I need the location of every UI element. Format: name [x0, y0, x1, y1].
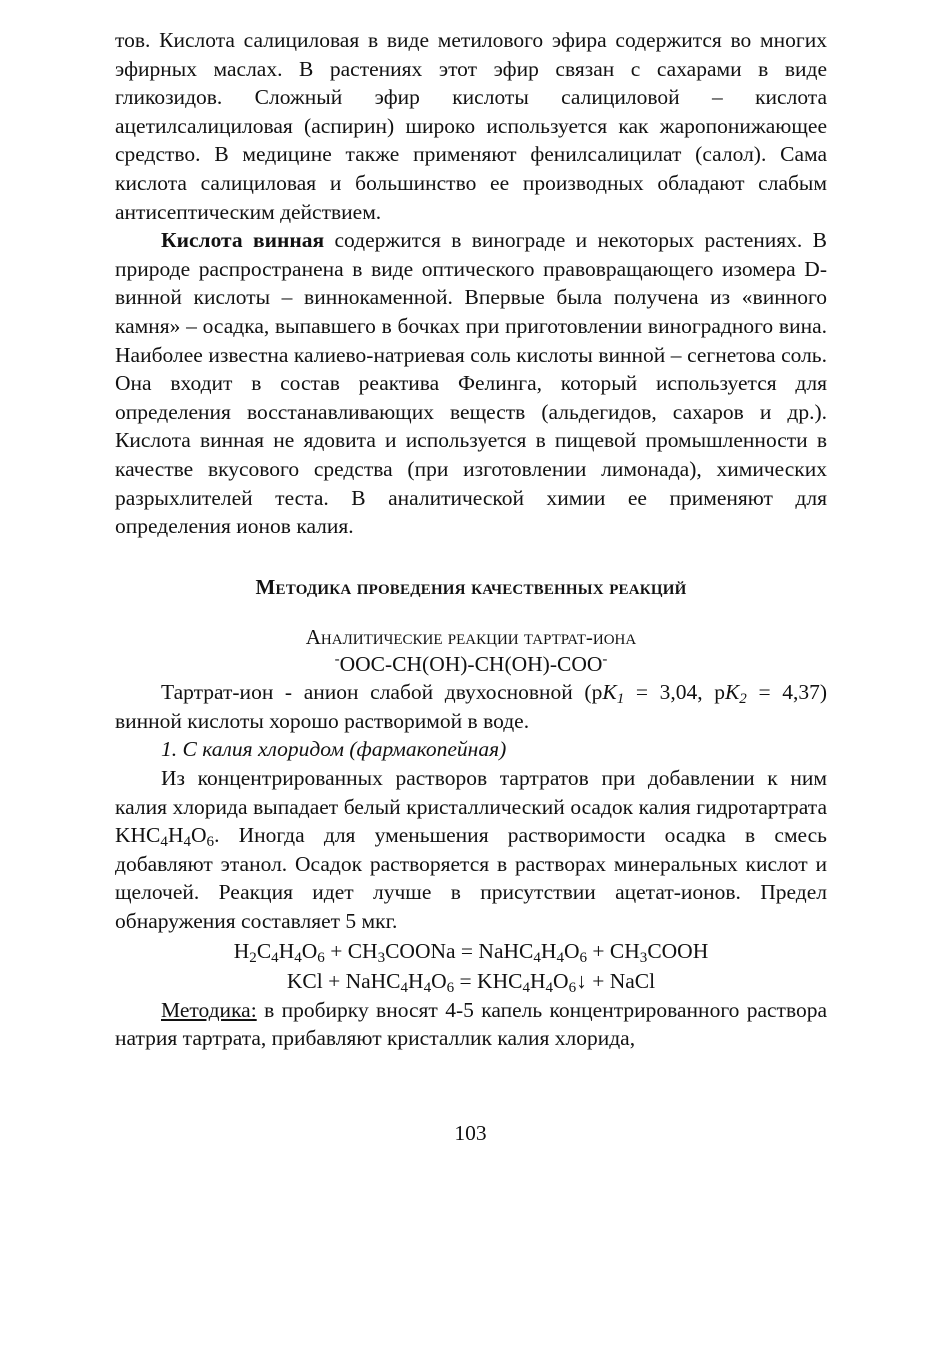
tartrate-ion-formula: -OOC-CH(OH)-CH(OH)-COO- — [334, 651, 608, 677]
equation-2: KCl + $NaHC_4H_4O_6$ = $KHC_4H_4O_6↓$ + NaCl — [286, 968, 656, 996]
page-content — [115, 26, 827, 1053]
tartrate-intro: Тартрат-ион - анион слабой двухосновной ($pK_1 = 3,04$, $pK_2 = 4,37$) винной кислоты хорошо растворимой в воде. — [115, 680, 827, 733]
equation-1: $H_2C_4H_4O_6$ + $CH_3COONa$ = $NaHC_4H_4O_6$ + $CH_3COOH$ — [233, 938, 709, 966]
method-label: Методика: — [161, 997, 257, 1022]
paragraph-tartaric-acid — [115, 226, 827, 541]
section-title: Методика проведения качественных реакций — [255, 574, 687, 599]
reaction-1-description: Из концентрированных растворов тартратов при добавлении к ним калия хлорида выпадает белый кристаллический осадок калия гидротартрата $KHC_4H_4O_6$. Иногда для уменьшения растворимости осадка в смесь добавляют этанол. Осадок растворяется в растворах минеральных кислот и щелочей. Реакция идет лучше в присутствии ацетат-ионов. Предел обнаружения составляет 5 мкг. — [115, 766, 827, 934]
reaction-1-title: 1. С калия хлоридом (фармакопейная) — [161, 737, 507, 762]
method-paragraph — [115, 996, 827, 1053]
tartaric-acid-text: содержится в винограде и некоторых растениях. В природе распространена в виде оптического правовращающего изомера D-винной кислоты – виннокаменной. Впервые была получена из «винного камня» – осадка, выпавшего в бочках при приготовлении виноградного вина. Наиболее известна калиево-натриевая соль кислоты винной – сегнетова соль. Она входит в состав реактива Фелинга, который используется для определения восстанавливающих веществ (альдегидов, сахаров и др.). Кислота винная не ядовита и используется в пищевой промышленности в качестве вкусового средства (при изготовлении лимонада), химических разрыхлителей теста. В аналитической химии ее применяют для определения ионов калия. — [115, 228, 827, 539]
subsection-title: Аналитические реакции тартрат-иона — [305, 625, 637, 650]
tartaric-acid-term: Кислота винная — [161, 228, 325, 253]
method-text: в пробирку вносят 4-5 капель концентрированного раствора натрия тартрата, прибавляют кристаллик калия хлорида, — [115, 997, 827, 1051]
paragraph-salicylic-acid: тов. Кислота салициловая в виде метилового эфира содержится во многих эфирных маслах. В растениях этот эфир связан с сахарами в виде гликозидов. Сложный эфир кислоты салициловой – кислота ацетилсалициловая (аспирин) широко используется как жаропонижающее средство. В медицине также применяют фенилсалицилат (салол). Сама кислота салициловая и большинство ее производных обладают слабым антисептическим действием. — [115, 28, 827, 224]
page-number: 103 — [454, 1121, 487, 1145]
